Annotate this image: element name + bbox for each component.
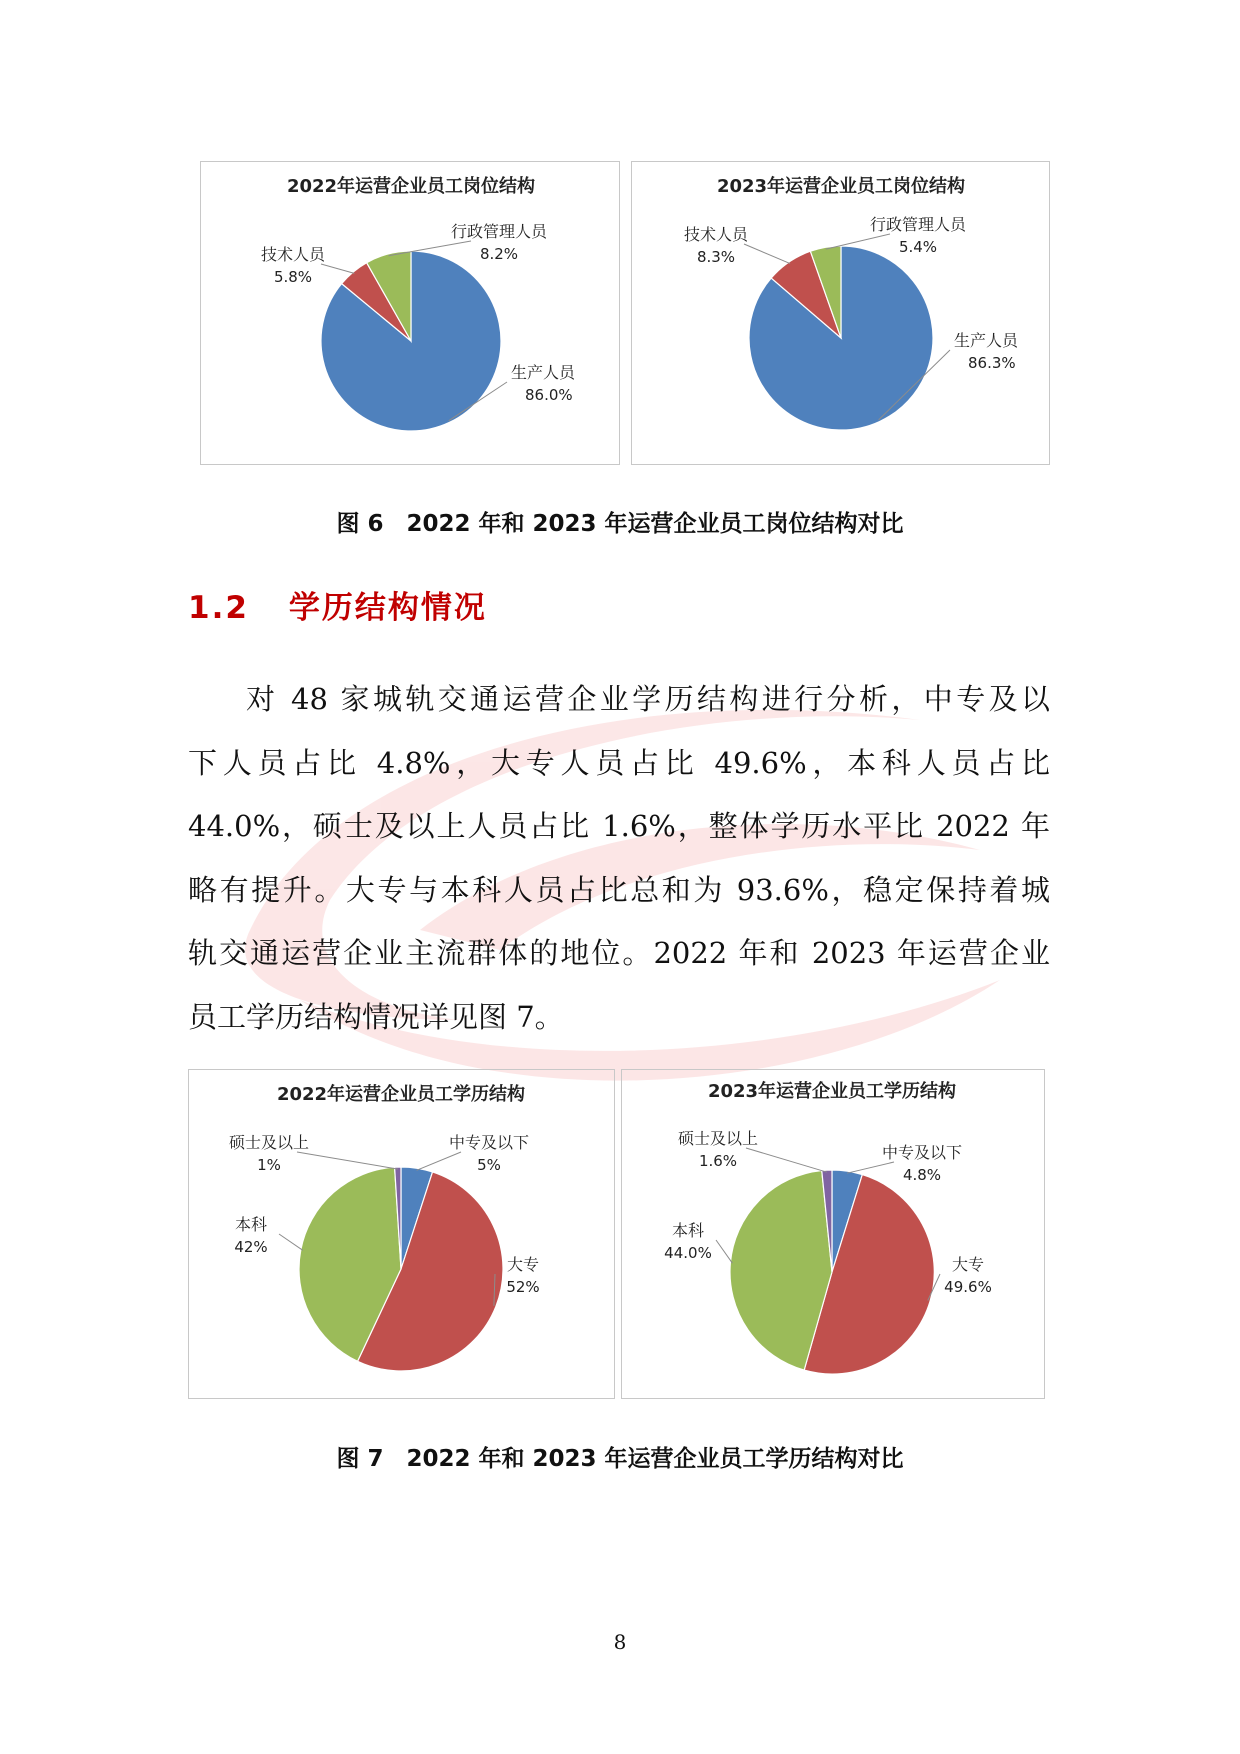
slice-value-label: 52% bbox=[506, 1278, 540, 1296]
chart-title: 2022年运营企业员工学历结构 bbox=[276, 1084, 526, 1105]
slice-value-label: 1.6% bbox=[698, 1152, 738, 1170]
slice-label: 本科 bbox=[671, 1221, 705, 1240]
slice-value-label: 86.0% bbox=[525, 386, 573, 404]
figure-7-caption: 图 7 2022 年和 2023 年运营企业员工学历结构对比 bbox=[336, 1446, 904, 1472]
leader-line bbox=[321, 264, 354, 273]
leader-line bbox=[279, 1234, 303, 1250]
slice-label: 行政管理人员 bbox=[450, 222, 548, 241]
paragraph-line: 员工学历结构情况详见图 7。 bbox=[188, 999, 564, 1034]
slice-value-label: 4.8% bbox=[902, 1166, 942, 1184]
paragraph-line: 轨交通运营企业主流群体的地位。2022 年和 2023 年运营企业 bbox=[188, 936, 1050, 970]
slice-value-label: 49.6% bbox=[944, 1278, 992, 1296]
pie-chart-svg bbox=[632, 162, 1051, 466]
paragraph-line: 下人员占比 4.8%，大专人员占比 49.6%，本科人员占比 bbox=[188, 745, 1050, 780]
slice-label: 大专 bbox=[951, 1255, 985, 1274]
slice-label: 中专及以下 bbox=[448, 1133, 530, 1152]
slice-label: 生产人员 bbox=[511, 363, 576, 382]
slice-value-label: 44.0% bbox=[664, 1244, 712, 1262]
chart-title: 2023年运营企业员工学历结构 bbox=[707, 1081, 957, 1102]
pie-chart-svg bbox=[189, 1070, 616, 1400]
chart-2022-position bbox=[200, 161, 620, 465]
slice-value-label: 86.3% bbox=[968, 354, 1016, 372]
leader-line bbox=[826, 234, 890, 249]
slice-label: 中专及以下 bbox=[881, 1143, 963, 1162]
slice-value-label: 5% bbox=[477, 1156, 501, 1174]
leader-line bbox=[744, 244, 790, 264]
paragraph-line: 44.0%，硕士及以上人员占比 1.6%，整体学历水平比 2022 年 bbox=[188, 809, 1050, 843]
page-number: 8 bbox=[613, 1630, 627, 1654]
chart-title: 2022年运营企业员工岗位结构 bbox=[286, 176, 536, 197]
slice-value-label: 8.3% bbox=[696, 248, 736, 266]
leader-line bbox=[746, 1148, 827, 1172]
chart-2023-education bbox=[621, 1069, 1045, 1399]
slice-value-label: 42% bbox=[234, 1238, 268, 1256]
slice-label: 硕士及以上 bbox=[228, 1133, 310, 1152]
leader-line bbox=[716, 1240, 732, 1263]
body-paragraph bbox=[188, 668, 1050, 1049]
section-title-text: 学历结构情况 bbox=[288, 590, 487, 626]
slice-label: 本科 bbox=[234, 1215, 268, 1234]
leader-line bbox=[417, 1152, 461, 1170]
slice-label: 硕士及以上 bbox=[677, 1129, 759, 1148]
paragraph-line: 对 48 家城轨交通运营企业学历结构进行分析，中专及以 bbox=[246, 682, 1050, 716]
slice-label: 技术人员 bbox=[683, 225, 749, 244]
slice-label: 技术人员 bbox=[260, 245, 326, 264]
slice-value-label: 8.2% bbox=[479, 245, 519, 263]
chart-2023-position bbox=[631, 161, 1050, 465]
pie-chart-svg bbox=[622, 1070, 1046, 1400]
chart-title: 2023年运营企业员工岗位结构 bbox=[716, 176, 966, 197]
section-number: 1.2 bbox=[188, 590, 249, 626]
pie-chart-svg bbox=[201, 162, 621, 466]
slice-label: 生产人员 bbox=[954, 331, 1019, 350]
leader-line bbox=[847, 1162, 894, 1173]
chart-2022-education bbox=[188, 1069, 615, 1399]
slice-value-label: 5.8% bbox=[273, 268, 313, 286]
slice-label: 大专 bbox=[506, 1255, 540, 1274]
slice-value-label: 1% bbox=[257, 1156, 281, 1174]
slice-label: 行政管理人员 bbox=[869, 215, 967, 234]
paragraph-line: 略有提升。大专与本科人员占比总和为 93.6%，稳定保持着城 bbox=[188, 872, 1050, 907]
figure-6-caption: 图 6 2022 年和 2023 年运营企业员工岗位结构对比 bbox=[336, 511, 904, 537]
leader-line bbox=[297, 1152, 398, 1169]
section-heading bbox=[188, 582, 487, 627]
slice-value-label: 5.4% bbox=[898, 238, 938, 256]
